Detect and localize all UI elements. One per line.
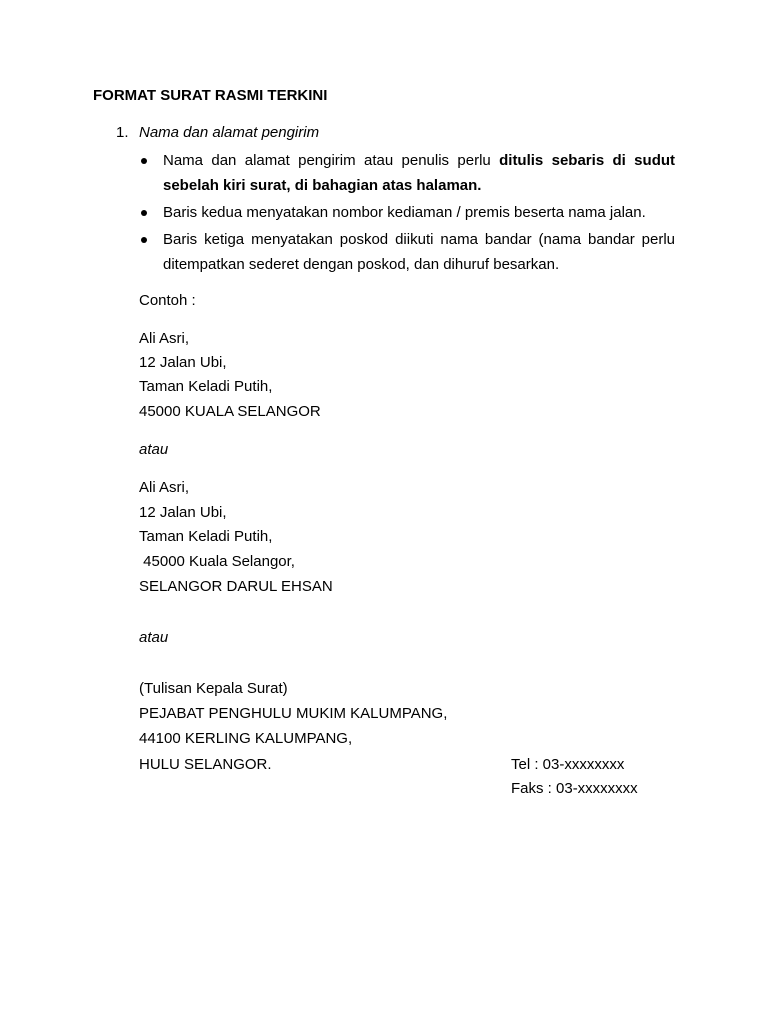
bullet-item (139, 200, 675, 225)
example1-line: Taman Keladi Putih, (139, 378, 273, 395)
bullet-dot-icon (141, 158, 147, 164)
example2-line: Taman Keladi Putih, (139, 528, 273, 545)
example1-line: Ali Asri, (139, 330, 190, 347)
example2-line: 12 Jalan Ubi, (139, 504, 227, 521)
section-number: 1. (116, 124, 129, 141)
bullet-item (139, 148, 675, 198)
example3-line: HULU SELANGOR. (139, 756, 272, 773)
bullet-list (139, 148, 675, 279)
contoh-label: Contoh : (139, 292, 196, 309)
section-heading: Nama dan alamat pengirim (139, 124, 320, 141)
bullet-dot-icon (141, 210, 147, 216)
example3-line: PEJABAT PENGHULU MUKIM KALUMPANG, (139, 705, 448, 722)
example2-line: 45000 Kuala Selangor, (139, 553, 295, 570)
example1-line: 45000 KUALA SELANGOR (139, 403, 321, 420)
atau-separator: atau (139, 441, 169, 458)
bullet-text: Baris ketiga menyatakan poskod diikuti nama bandar (nama bandar perlu ditempatkan sederet dengan poskod, dan dihuruf besarkan. (163, 231, 675, 273)
bullet-text: Nama dan alamat pengirim atau penulis perlu (163, 152, 500, 169)
example2-line: SELANGOR DARUL EHSAN (139, 578, 333, 595)
bullet-item (139, 227, 675, 277)
example3-line: 44100 KERLING KALUMPANG, (139, 730, 353, 747)
atau-separator: atau (139, 629, 169, 646)
bullet-dot-icon (141, 237, 147, 243)
example1-line: 12 Jalan Ubi, (139, 354, 227, 371)
bullet-text: Baris kedua menyatakan nombor kediaman / premis beserta nama jalan. (163, 204, 646, 221)
faks-number: Faks : 03-xxxxxxxx (511, 780, 638, 797)
example2-line: Ali Asri, (139, 479, 190, 496)
document-title: FORMAT SURAT RASMI TERKINI (93, 87, 328, 104)
example3-line: (Tulisan Kepala Surat) (139, 680, 288, 697)
bullet-bold-text: ditulis sebaris di sudut sebelah kiri surat, di bahagian atas halaman. (163, 152, 676, 194)
tel-number: Tel : 03-xxxxxxxx (511, 756, 625, 773)
